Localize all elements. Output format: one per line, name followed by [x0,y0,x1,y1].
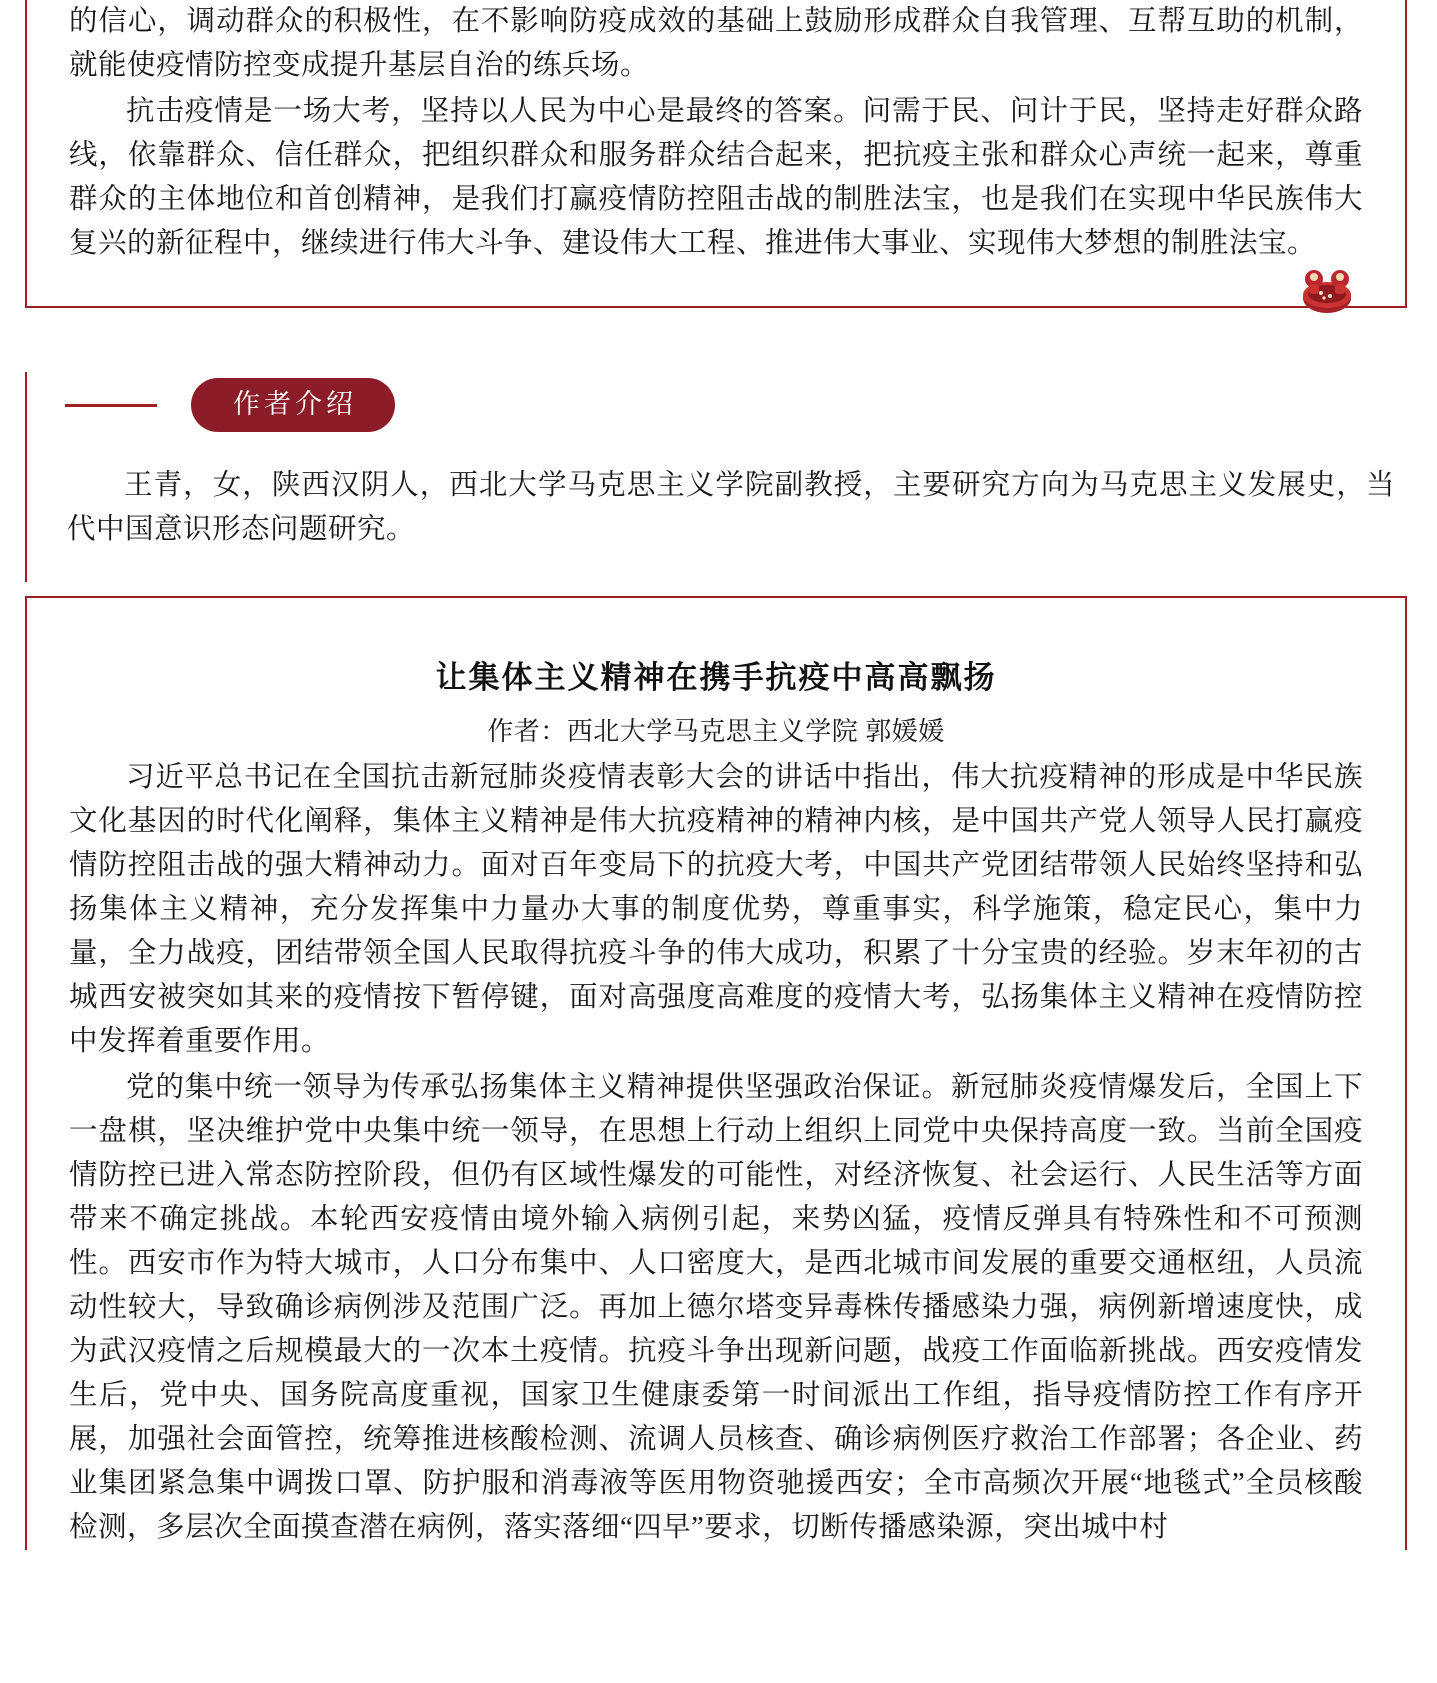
author-intro-heading [25,376,1437,434]
author-intro-section [0,376,1437,552]
article-byline: 作者：西北大学马克思主义学院 郭媛媛 [487,717,945,746]
seal-stamp-icon [1297,262,1357,322]
paragraph-continuation: 的信心，调动群众的积极性，在不影响防疫成效的基础上鼓励形成群众自我管理、互帮互助的机制，就能使疫情防控变成提升基层自治的练兵场。 [69,6,1363,81]
heading-rule [65,404,157,407]
article-paragraph-1: 习近平总书记在全国抗击新冠肺炎疫情表彰大会的讲话中指出，伟大抗疫精神的形成是中华民族文化基因的时代化阐释，集体主义精神是伟大抗疫精神的精神内核，是中国共产党人领导人民打赢疫情防控阻击战的强大精神动力。面对百年变局下的抗疫大考，中国共产党团结带领人民始终坚持和弘扬集体主义精神，充分发挥集中力量办大事的制度优势，尊重事实，科学施策，稳定民心，集中力量，全力战疫，团结带领全国人民取得抗疫斗争的伟大成功，积累了十分宝贵的经验。岁末年初的古城西安被突如其来的疫情按下暂停键，面对高强度高难度的疫情大考，弘扬集体主义精神在疫情防控中发挥着重要作用。 [69,762,1363,1057]
author-intro-pill-label: 作者介绍 [191,378,395,432]
paragraph-body: 抗击疫情是一场大考，坚持以人民为中心是最终的答案。问需于民、问计于民，坚持走好群众路线，依靠群众、信任群众，把组织群众和服务群众结合起来，把抗疫主张和群众心声统一起来，尊重群众的主体地位和首创精神，是我们打赢疫情防控阻击战的制胜法宝，也是我们在实现中华民族伟大复兴的新征程中，继续进行伟大斗争、建设伟大工程、推进伟大事业、实现伟大梦想的制胜法宝。 [69,96,1363,259]
article-continuation-box [25,0,1407,308]
article-paragraph-2: 党的集中统一领导为传承弘扬集体主义精神提供坚强政治保证。新冠肺炎疫情爆发后，全国上下一盘棋，坚决维护党中央集中统一领导，在思想上行动上组织上同党中央保持高度一致。当前全国疫情防控已进入常态防控阶段，但仍有区域性爆发的可能性，对经济恢复、社会运行、人民生活等方面带来不确定挑战。本轮西安疫情由境外输入病例引起，来势凶猛，疫情反弹具有特殊性和不可预测性。西安市作为特大城市，人口分布集中、人口密度大，是西北城市间发展的重要交通枢纽，人员流动性较大，导致确诊病例涉及范围广泛。再加上德尔塔变异毒株传播感染力强，病例新增速度快，成为武汉疫情之后规模最大的一次本土疫情。抗疫斗争出现新问题，战疫工作面临新挑战。西安疫情发生后，党中央、国务院高度重视，国家卫生健康委第一时间派出工作组，指导疫情防控工作有序开展，加强社会面管控，统筹推进核酸检测、流调人员核查、确诊病例医疗救治工作部署；各企业、药业集团紧急集中调拨口罩、防护服和消毒液等医用物资驰援西安；全市高频次开展“地毯式”全员核酸检测，多层次全面摸查潜在病例，落实落细“四早”要求，切断传播感染源，突出城中村 [69,1072,1363,1543]
author-bio-text: 王青，女，陕西汉阴人，西北大学马克思主义学院副教授，主要研究方向为马克思主义发展史，当代中国意识形态问题研究。 [67,470,1395,545]
article-title: 让集体主义精神在携手抗疫中高高飘扬 [435,660,997,695]
vertical-accent-bar [25,372,27,582]
author-bio-block [25,464,1437,552]
article-box [25,596,1407,1550]
